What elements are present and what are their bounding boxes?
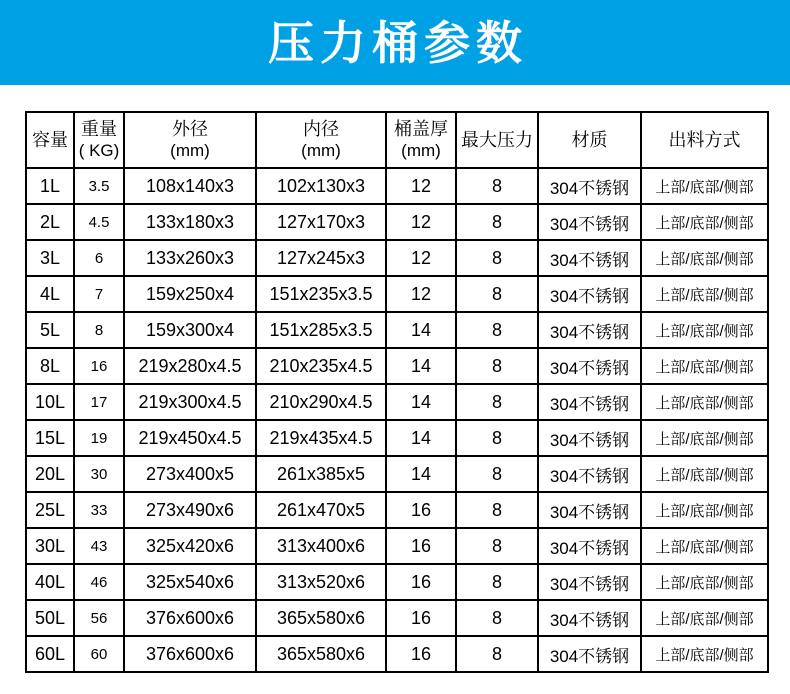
table-row	[26, 636, 768, 672]
header-row	[26, 112, 768, 168]
table-cell: 127x170x3	[256, 204, 386, 240]
table-cell: 46	[74, 564, 124, 600]
table-cell: 17	[74, 384, 124, 420]
table-cell: 8	[456, 528, 538, 564]
column-header-3: 外径 (mm)	[124, 112, 256, 168]
page-title: 压力桶参数	[268, 16, 528, 69]
table-cell: 60L	[26, 636, 74, 672]
table-cell: 325x540x6	[124, 564, 256, 600]
table-row	[26, 348, 768, 384]
table-cell: 8	[456, 492, 538, 528]
table-cell: 108x140x3	[124, 168, 256, 204]
table-row	[26, 600, 768, 636]
table-cell: 60	[74, 636, 124, 672]
table-cell: 376x600x6	[124, 600, 256, 636]
table-cell: 8	[456, 168, 538, 204]
table-cell: 127x245x3	[256, 240, 386, 276]
table-cell: 上部/底部/侧部	[641, 600, 768, 636]
content	[0, 85, 790, 673]
column-header-1: 容量	[26, 112, 74, 168]
table-cell: 14	[386, 384, 456, 420]
table-cell: 210x235x4.5	[256, 348, 386, 384]
table-cell: 304不锈钢	[538, 204, 641, 240]
table-cell: 1L	[26, 168, 74, 204]
table-cell: 8	[456, 312, 538, 348]
table-cell: 上部/底部/侧部	[641, 204, 768, 240]
table-cell: 上部/底部/侧部	[641, 420, 768, 456]
table-cell: 102x130x3	[256, 168, 386, 204]
table-cell: 8	[456, 204, 538, 240]
table-row	[26, 492, 768, 528]
table-cell: 8	[456, 240, 538, 276]
column-header-7: 材质	[538, 112, 641, 168]
table-cell: 304不锈钢	[538, 276, 641, 312]
table-cell: 16	[386, 528, 456, 564]
table-cell: 151x235x3.5	[256, 276, 386, 312]
table-cell: 133x180x3	[124, 204, 256, 240]
table-cell: 219x450x4.5	[124, 420, 256, 456]
table-cell: 8	[456, 600, 538, 636]
table-cell: 5L	[26, 312, 74, 348]
table-cell: 219x300x4.5	[124, 384, 256, 420]
table-cell: 304不锈钢	[538, 456, 641, 492]
table-cell: 151x285x3.5	[256, 312, 386, 348]
table-row	[26, 384, 768, 420]
table-cell: 上部/底部/侧部	[641, 168, 768, 204]
table-cell: 上部/底部/侧部	[641, 276, 768, 312]
table-cell: 上部/底部/侧部	[641, 636, 768, 672]
table-cell: 8	[74, 312, 124, 348]
table-cell: 8	[456, 564, 538, 600]
table-cell: 14	[386, 312, 456, 348]
table-row	[26, 312, 768, 348]
table-row	[26, 456, 768, 492]
table-cell: 30L	[26, 528, 74, 564]
table-cell: 304不锈钢	[538, 168, 641, 204]
column-header-2: 重量 ( KG)	[74, 112, 124, 168]
table-cell: 273x400x5	[124, 456, 256, 492]
table-cell: 210x290x4.5	[256, 384, 386, 420]
table-row	[26, 168, 768, 204]
table-cell: 365x580x6	[256, 636, 386, 672]
table-cell: 上部/底部/侧部	[641, 348, 768, 384]
table-cell: 7	[74, 276, 124, 312]
table-cell: 376x600x6	[124, 636, 256, 672]
table-cell: 261x470x5	[256, 492, 386, 528]
column-header-5: 桶盖厚 (mm)	[386, 112, 456, 168]
table-cell: 上部/底部/侧部	[641, 456, 768, 492]
table-row	[26, 564, 768, 600]
table-cell: 40L	[26, 564, 74, 600]
table-cell: 上部/底部/侧部	[641, 384, 768, 420]
table-cell: 261x385x5	[256, 456, 386, 492]
table-cell: 159x250x4	[124, 276, 256, 312]
table-cell: 159x300x4	[124, 312, 256, 348]
table-cell: 上部/底部/侧部	[641, 240, 768, 276]
table-cell: 8	[456, 420, 538, 456]
table-cell: 16	[386, 564, 456, 600]
table-cell: 3.5	[74, 168, 124, 204]
table-cell: 上部/底部/侧部	[641, 564, 768, 600]
table-cell: 12	[386, 168, 456, 204]
table-cell: 50L	[26, 600, 74, 636]
table-cell: 12	[386, 276, 456, 312]
table-cell: 304不锈钢	[538, 636, 641, 672]
table-cell: 273x490x6	[124, 492, 256, 528]
table-cell: 8	[456, 276, 538, 312]
table-cell: 12	[386, 204, 456, 240]
spec-table	[25, 111, 769, 673]
table-cell: 325x420x6	[124, 528, 256, 564]
table-cell: 33	[74, 492, 124, 528]
table-cell: 304不锈钢	[538, 384, 641, 420]
table-row	[26, 528, 768, 564]
table-cell: 16	[386, 600, 456, 636]
table-cell: 6	[74, 240, 124, 276]
table-cell: 19	[74, 420, 124, 456]
table-cell: 304不锈钢	[538, 348, 641, 384]
table-cell: 313x520x6	[256, 564, 386, 600]
table-cell: 8	[456, 384, 538, 420]
table-cell: 4.5	[74, 204, 124, 240]
table-header	[26, 112, 768, 168]
table-cell: 304不锈钢	[538, 528, 641, 564]
table-cell: 15L	[26, 420, 74, 456]
table-cell: 上部/底部/侧部	[641, 312, 768, 348]
table-cell: 56	[74, 600, 124, 636]
table-cell: 43	[74, 528, 124, 564]
table-cell: 8	[456, 348, 538, 384]
table-body	[26, 168, 768, 672]
table-row	[26, 240, 768, 276]
table-cell: 16	[386, 492, 456, 528]
table-cell: 3L	[26, 240, 74, 276]
table-cell: 133x260x3	[124, 240, 256, 276]
table-row	[26, 420, 768, 456]
table-cell: 304不锈钢	[538, 492, 641, 528]
column-header-8: 出料方式	[641, 112, 768, 168]
table-cell: 上部/底部/侧部	[641, 528, 768, 564]
column-header-4: 内径 (mm)	[256, 112, 386, 168]
table-cell: 14	[386, 420, 456, 456]
table-cell: 365x580x6	[256, 600, 386, 636]
table-row	[26, 204, 768, 240]
table-cell: 上部/底部/侧部	[641, 492, 768, 528]
table-cell: 313x400x6	[256, 528, 386, 564]
table-cell: 20L	[26, 456, 74, 492]
title-banner	[0, 0, 790, 85]
table-cell: 219x435x4.5	[256, 420, 386, 456]
table-cell: 30	[74, 456, 124, 492]
column-header-6: 最大压力	[456, 112, 538, 168]
table-cell: 2L	[26, 204, 74, 240]
table-cell: 16	[386, 636, 456, 672]
table-cell: 8L	[26, 348, 74, 384]
table-cell: 304不锈钢	[538, 600, 641, 636]
table-cell: 10L	[26, 384, 74, 420]
table-cell: 8	[456, 636, 538, 672]
table-row	[26, 276, 768, 312]
table-cell: 304不锈钢	[538, 240, 641, 276]
table-cell: 12	[386, 240, 456, 276]
table-cell: 14	[386, 456, 456, 492]
table-cell: 25L	[26, 492, 74, 528]
table-cell: 16	[74, 348, 124, 384]
table-cell: 304不锈钢	[538, 420, 641, 456]
table-cell: 14	[386, 348, 456, 384]
table-cell: 8	[456, 456, 538, 492]
table-cell: 304不锈钢	[538, 312, 641, 348]
table-cell: 219x280x4.5	[124, 348, 256, 384]
table-cell: 4L	[26, 276, 74, 312]
table-cell: 304不锈钢	[538, 564, 641, 600]
